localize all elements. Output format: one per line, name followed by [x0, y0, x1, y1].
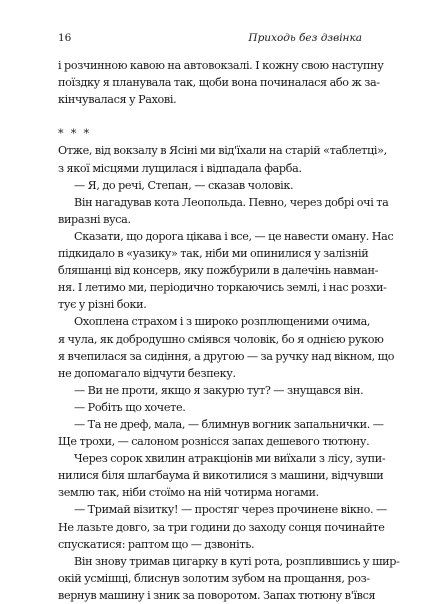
text-line: Він знову тримав цигарку в куті рота, розплившись у шир- — [74, 554, 400, 568]
text-line: Через сорок хвилин атракціонів ми виїхали з лісу, зупи- — [74, 452, 386, 466]
blank-line — [58, 108, 363, 125]
text-line: я вчепилася за сидіння, а другою — за ручку над вікном, що — [58, 349, 395, 363]
page-number: 16 — [58, 32, 72, 44]
text-line: Отже, від вокзалу в Ясіні ми від'їхали на старій «таблетці», — [58, 144, 387, 158]
text-line: Ще трохи, — салоном рознісся запах дешевого тютюну. — [58, 435, 370, 449]
text-line: я чула, як добродушно сміявся чоловік, бо я однією рукою — [58, 332, 384, 346]
text-line: кінчувалася у Рахові. — [58, 93, 177, 107]
text-line: землю так, ніби стоїмо на ній чотирма ногами. — [58, 486, 319, 500]
text-line: — Ви не проти, якщо я закурю тут? — знущався він. — [74, 383, 364, 397]
body-text — [58, 57, 400, 604]
text-line: Не лазьте довго, за три години до заходу сонця починайте — [58, 520, 385, 534]
text-line: спускатися: раптом що — дзвоніть. — [58, 537, 255, 551]
text-line: вернув машину і зник за поворотом. Запах тютюну в'ївся — [58, 588, 376, 602]
text-line: Охоплена страхом і з широко розплющеними очима, — [74, 315, 371, 329]
text-line: з якої місцями лущилася і відпадала фарба. — [58, 161, 302, 175]
text-line: бляшанці від консерв, яку пожбурили в далечінь навман- — [58, 264, 378, 278]
text-line: окій усмішці, блиснув золотим зубом на прощання, роз- — [58, 571, 370, 585]
text-line: підкидало в «уазику» так, ніби ми опинилися у залізній — [58, 247, 369, 261]
text-line: поїздку я планувала так, щоби вона починалася або ж за- — [58, 76, 380, 90]
text-line: — Я, до речі, Степан, — сказав чоловік. — [74, 178, 294, 192]
text-line: не допомагало відчути безпеку. — [58, 366, 236, 380]
text-line: — Робіть що хочете. — [74, 400, 186, 414]
running-head — [58, 31, 362, 45]
text-line: виразні вуса. — [58, 212, 131, 226]
text-line: і розчинною кавою на автовокзалі. І кожну свою наступну — [58, 59, 384, 72]
text-line: тує у різні боки. — [58, 298, 147, 312]
text-line: ня. І летимо ми, періодично торкаючись землі, і нас розхи- — [58, 281, 387, 295]
text-line: Сказати, що дорога цікава і все, — це навести оману. Нас — [74, 229, 394, 243]
book-title: Приходь без дзвінка — [248, 32, 362, 44]
text-line: — Тримай візитку! — простяг через прочинене вікно. — — [74, 503, 387, 517]
text-line: — Та не дреф, мала, — блимнув вогник запальнички. — — [74, 417, 384, 431]
text-line: Він нагадував кота Леопольда. Певно, через добрі очі та — [74, 195, 389, 209]
text-line: нилися біля шлагбаума й викотилися з машини, відчувши — [58, 469, 384, 483]
section-separator: * * * — [58, 127, 92, 141]
